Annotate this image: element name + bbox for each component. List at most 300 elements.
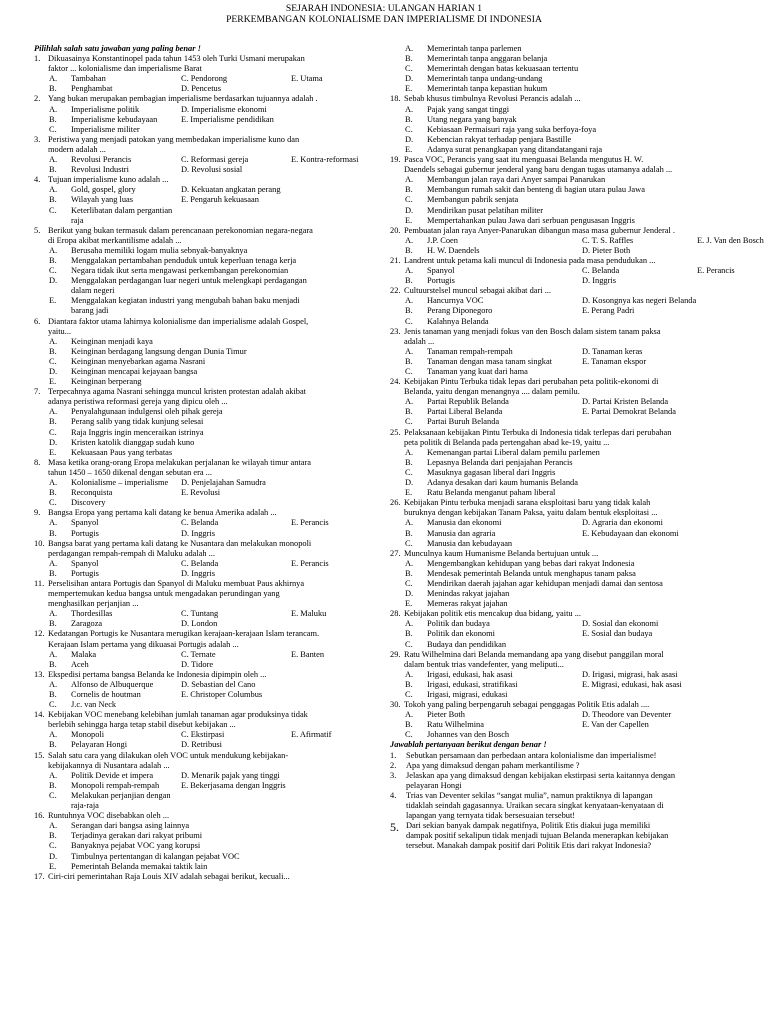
answer-options xyxy=(34,478,386,508)
answer-option xyxy=(405,64,732,74)
question-number: 6. xyxy=(34,316,41,326)
answer-option-row xyxy=(405,317,732,327)
question-text: berlebih sehingga harga tetap stabil disebut kebijakan ... xyxy=(48,720,236,730)
option-letter: C. xyxy=(405,417,413,427)
option-letter: C. xyxy=(49,356,57,366)
question xyxy=(390,700,732,710)
answer-option xyxy=(49,296,386,316)
question-text: Bangsa Eropa yang pertama kali datang ke benua Amerika adalah ... xyxy=(48,508,277,518)
question xyxy=(34,54,386,74)
answer-option-row xyxy=(49,155,386,165)
option-text: Mempertahankan pulau Jawa dari serbuan pengusasan Inggris xyxy=(427,215,635,225)
option-text: E. Partai Demokrat Belanda xyxy=(582,407,676,417)
option-letter: A. xyxy=(49,679,58,689)
option-text: C. Ekstirpasi xyxy=(181,730,225,740)
option-text: E. Afirmatif xyxy=(291,730,332,740)
question-number: 28. xyxy=(390,609,401,619)
option-text: Keinginan menjadi kaya xyxy=(71,336,153,346)
answer-option xyxy=(405,44,732,54)
answer-option xyxy=(405,145,732,155)
option-text: Kristen katolik dianggap sudah kuno xyxy=(71,437,195,447)
option-letter: D. xyxy=(49,437,58,447)
option-text: Mengembangkan kehidupan yang bebas dari rakyat Indonesia xyxy=(427,558,635,568)
option-text: Penyalahgunaan indulgensi oleh pihak gereja xyxy=(71,407,223,417)
answer-options xyxy=(390,175,732,225)
question xyxy=(34,135,386,155)
option-text: Alfonso de Albuquerque xyxy=(71,679,154,689)
answer-options xyxy=(390,397,732,427)
question xyxy=(34,579,386,609)
option-text: Mendirikan daerah jajahan agar kehidupan menjadi damai dan sentosa xyxy=(427,578,663,588)
option-letter: B. xyxy=(405,306,413,316)
option-letter: B. xyxy=(405,114,413,124)
option-text: Cornelis de houtman xyxy=(71,690,141,699)
question-text: Dari sekian banyak dampak negatifnya, Politik Etis diakui juga memiliki xyxy=(406,821,651,831)
option-letter: B. xyxy=(405,54,413,64)
question-text: Salah satu cara yang dilakukan oleh VOC untuk mendukung kebijakan- xyxy=(48,750,289,760)
option-text: Memerintah tanpa parlemen xyxy=(427,44,522,53)
answer-option-row xyxy=(405,680,732,690)
option-letter: C. xyxy=(405,639,413,649)
question-number: 9. xyxy=(34,508,41,518)
answer-option xyxy=(405,54,732,64)
answer-options xyxy=(390,105,732,155)
option-letter: D. xyxy=(49,276,58,286)
option-letter: E. xyxy=(405,144,413,154)
option-text: D. Kekuatan angkatan perang xyxy=(181,185,281,195)
answer-option xyxy=(49,276,386,296)
option-letter: A. xyxy=(405,266,414,276)
option-letter: C. xyxy=(405,690,413,699)
question-text: di Eropa akibat merkantilisme adalah ... xyxy=(48,235,182,245)
option-letter: B. xyxy=(49,84,57,94)
option-text: E. J. Van den Bosch xyxy=(697,235,764,245)
question-number: 14. xyxy=(34,710,45,720)
question-number: 4. xyxy=(390,790,397,800)
question-number: 3. xyxy=(34,134,41,144)
option-letter: B. xyxy=(49,568,57,578)
option-text: C. Belanda xyxy=(181,558,219,568)
option-text: Spanyol xyxy=(427,266,455,276)
essay-instruction: Jawablah pertanyaan berikut dengan benar ! xyxy=(390,740,547,750)
option-letter: A. xyxy=(49,770,58,780)
question xyxy=(390,498,732,518)
option-letter: C. xyxy=(49,205,57,215)
answer-option xyxy=(49,347,386,357)
question-number: 2. xyxy=(34,94,41,104)
option-text: C. T. S. Raffles xyxy=(582,235,634,245)
question-number: 19. xyxy=(390,155,401,165)
option-text: E. Sosial dan budaya xyxy=(582,629,653,639)
option-text: Spanyol xyxy=(71,558,99,568)
question-text: Landrent untuk petama kali muncul di Indonesia pada masa pendudukan ... xyxy=(404,255,656,265)
answer-option xyxy=(49,417,386,427)
option-letter: A. xyxy=(49,821,58,831)
answer-options xyxy=(34,105,386,135)
option-letter: A. xyxy=(49,185,58,195)
option-text: Aceh xyxy=(71,659,89,669)
question-text: Kerajaan Islam pertama yang dikuasai Portugis adalah ... xyxy=(48,639,239,649)
option-text: E. Tanaman ekspor xyxy=(582,356,647,366)
question-text: faktor ... kolonialisme dan imperialisme Barat xyxy=(48,64,202,74)
question xyxy=(390,771,732,791)
option-text: Melakukan perjanjian dengan raja-raja xyxy=(71,790,171,811)
question xyxy=(34,175,386,185)
question-text: adanya peristiwa reformasi gereja yang dipicu oleh ... xyxy=(48,397,228,407)
option-text: Partai Republik Belanda xyxy=(427,397,509,407)
option-letter: A. xyxy=(49,104,58,114)
answer-option xyxy=(405,135,732,145)
question xyxy=(390,327,732,347)
question-number: 24. xyxy=(390,377,401,387)
option-text: D. Inggris xyxy=(582,276,616,286)
page-title: SEJARAH INDONESIA: ULANGAN HARIAN 1 xyxy=(285,3,483,14)
question xyxy=(34,811,386,821)
answer-option xyxy=(405,84,732,94)
answer-options xyxy=(34,730,386,750)
option-text: Timbulnya pertentangan di kalangan pejabat VOC xyxy=(71,851,240,861)
answer-option-row xyxy=(49,498,386,508)
answer-option-row xyxy=(405,296,732,306)
question-text: modern adalah ... xyxy=(48,144,106,154)
answer-option-row xyxy=(49,105,386,115)
question xyxy=(34,539,386,559)
question-text: tahun 1450 – 1650 dikenal dengan sebutan era ... xyxy=(48,467,212,477)
option-text: E. Pengaruh kekuasaan xyxy=(181,195,259,205)
question-text: Berikut yang bukan termasuk dalam perencanaan perekonomian negara-negara xyxy=(48,225,313,235)
option-text: J.c. van Neck xyxy=(71,700,117,710)
question-text: menghasilkan perjanjian ... xyxy=(48,599,139,609)
option-text: Thordesillas xyxy=(71,609,113,619)
answer-option-row xyxy=(49,125,386,135)
question xyxy=(34,387,386,407)
question-text: Pasca VOC, Perancis yang saat itu menguasai Belanda mengutus H. W. xyxy=(404,155,644,165)
answer-option xyxy=(49,407,386,417)
question xyxy=(34,317,386,337)
answer-option-row xyxy=(405,710,732,720)
answer-option-row xyxy=(49,609,386,619)
option-letter: D. xyxy=(405,478,414,488)
question-text: Runtuhnya VOC disebabkan oleh ... xyxy=(48,811,170,821)
question-text: tersebut. Manakah dampak positif dari Politik Etis dari rakyat Indonesia? xyxy=(406,841,652,851)
option-letter: A. xyxy=(405,44,414,53)
question-number: 8. xyxy=(34,457,41,467)
answer-option xyxy=(405,478,732,488)
answer-options xyxy=(390,296,732,326)
question xyxy=(390,428,732,448)
answer-option-row xyxy=(49,185,386,195)
option-letter: B. xyxy=(49,690,57,699)
answer-option-row xyxy=(405,690,732,700)
option-text: D. Tanaman keras xyxy=(582,346,643,356)
option-text: Manusia dan agraria xyxy=(427,528,496,538)
option-letter: B. xyxy=(405,457,413,467)
answer-option xyxy=(405,559,732,569)
answer-option xyxy=(405,488,732,498)
option-letter: E. xyxy=(49,861,57,871)
option-text: D. Tidore xyxy=(181,659,214,669)
answer-option-row xyxy=(49,206,386,226)
question-text: Pembuatan jalan raya Anyer-Panarukan dibangun masa masa gubernur Jenderal . xyxy=(404,225,675,235)
option-text: E. Perancis xyxy=(697,266,735,276)
option-text: Negara tidak ikut serta mengawasi perkembangan perekonomian xyxy=(71,266,289,276)
option-text: Wilayah yang luas xyxy=(71,195,133,205)
answer-option-row xyxy=(405,367,732,377)
question xyxy=(390,650,732,670)
option-text: Utang negara yang banyak xyxy=(427,114,517,124)
option-text: Revolusi Perancis xyxy=(71,155,132,165)
option-letter: B. xyxy=(49,255,57,265)
left-column xyxy=(34,44,386,882)
option-text: D. Kosongnya kas negeri Belanda xyxy=(582,296,697,306)
option-text: E. Banten xyxy=(291,649,325,659)
question xyxy=(390,821,732,851)
answer-options xyxy=(34,74,386,94)
question xyxy=(390,791,732,821)
option-letter: B. xyxy=(49,740,57,750)
answer-option xyxy=(405,125,732,135)
option-letter: B. xyxy=(49,346,57,356)
answer-options xyxy=(34,680,386,710)
option-letter: A. xyxy=(405,518,414,528)
option-letter: C. xyxy=(405,730,413,740)
option-text: Irigasi, edukasi, hak asasi xyxy=(427,669,513,679)
option-letter: C. xyxy=(49,790,57,800)
question-text: Apa yang dimaksud dengan paham merkantilisme ? xyxy=(406,760,580,770)
answer-options xyxy=(390,347,732,377)
option-text: D. Revolusi sosial xyxy=(181,165,243,175)
question-text: Ekspedisi pertama bangsa Belanda ke Indonesia dipimpin oleh ... xyxy=(48,669,267,679)
option-letter: A. xyxy=(405,619,414,629)
answer-options xyxy=(390,710,732,740)
option-text: Masuknya gagasan liberal dari Inggris xyxy=(427,467,556,477)
option-letter: A. xyxy=(49,518,58,528)
option-text: Keinginan berperang xyxy=(71,377,142,387)
option-letter: A. xyxy=(405,346,414,356)
option-letter: B. xyxy=(49,528,57,538)
question-text: Bangsa barat yang pertama kali datang ke Nusantara dan melakukan monopoli xyxy=(48,538,312,548)
option-text: Pajak yang sangat tinggi xyxy=(427,104,510,114)
option-letter: A. xyxy=(405,235,414,245)
option-text: Portugis xyxy=(71,568,99,578)
answer-option-row xyxy=(49,115,386,125)
option-text: Portugis xyxy=(427,276,455,286)
question-number: 30. xyxy=(390,700,401,710)
question xyxy=(390,256,732,266)
option-letter: D. xyxy=(405,589,414,599)
answer-option-row xyxy=(49,518,386,528)
question-number: 13. xyxy=(34,669,45,679)
option-text: E. Revolusi xyxy=(181,488,221,498)
answer-option-row xyxy=(49,165,386,175)
option-letter: A. xyxy=(405,104,414,114)
option-letter: B. xyxy=(405,356,413,366)
answer-option-row xyxy=(405,357,732,367)
question xyxy=(34,629,386,649)
option-text: Kemenangan partai Liberal dalam pemilu parlemen xyxy=(427,447,600,457)
option-text: E. Perancis xyxy=(291,518,329,528)
answer-option xyxy=(405,115,732,125)
option-letter: E. xyxy=(405,599,413,609)
option-letter: C. xyxy=(49,700,57,710)
option-text: Kalahnya Belanda xyxy=(427,316,489,326)
option-letter: B. xyxy=(405,568,413,578)
option-letter: A. xyxy=(49,609,58,619)
option-text: Penghambat xyxy=(71,84,113,94)
option-text: Imperialisme militer xyxy=(71,124,140,134)
option-text: D. Sebastian del Cano xyxy=(181,679,256,689)
option-text: C. Ternate xyxy=(181,649,216,659)
option-text: Politik Devide et impera xyxy=(71,770,154,780)
answer-options xyxy=(390,44,732,94)
option-letter: C. xyxy=(405,367,413,376)
question-number: 17. xyxy=(34,871,45,881)
option-text: Pelayaran Hongi xyxy=(71,740,128,750)
option-text: H. W. Daendels xyxy=(427,245,480,255)
question-text: pelayaran Hongi xyxy=(406,780,462,790)
option-text: Tanaman dengan masa tanam singkat xyxy=(427,356,552,366)
question-text: Ciri-ciri pemerintahan Raja Louis XIV adalah sebagai berikut, kecuali... xyxy=(48,871,290,881)
option-letter: C. xyxy=(405,64,413,74)
question-text: Peristiwa yang menjadi patokan yang membedakan imperialisme kuno dan xyxy=(48,134,300,144)
question-number: 27. xyxy=(390,548,401,558)
question-number: 1. xyxy=(34,54,41,64)
option-text: E. Christoper Columbus xyxy=(181,690,263,699)
answer-options xyxy=(34,771,386,811)
option-text: Politik dan ekonomi xyxy=(427,629,495,639)
answer-option xyxy=(405,579,732,589)
option-text: Pemerintah Belanda memakai taktik lain xyxy=(71,861,208,871)
answer-option-row xyxy=(49,740,386,750)
option-text: D. Irigasi, migrasi, hak asasi xyxy=(582,669,678,679)
option-letter: B. xyxy=(49,114,57,124)
option-text: Revolusi Industri xyxy=(71,165,129,175)
question-text: Kebijakan Pintu terbuka menjadi sarana eksploitasi baru yang tidak kalah xyxy=(404,498,651,508)
answer-option-row xyxy=(405,629,732,639)
option-text: Discovery xyxy=(71,498,106,508)
option-text: Membangun jalan raya dari Anyer sampai Panarukan xyxy=(427,175,606,185)
question xyxy=(390,761,732,771)
option-text: E. Perang Padri xyxy=(582,306,635,316)
question-text: Sebab khusus timbulnya Revolusi Perancis adalah ... xyxy=(404,94,581,104)
option-letter: E. xyxy=(49,296,57,306)
option-text: D. Sosial dan ekonomi xyxy=(582,619,659,629)
option-text: Zaragoza xyxy=(71,619,103,629)
answer-option-row xyxy=(49,730,386,740)
option-text: Imperialisme politik xyxy=(71,104,140,114)
answer-option-row xyxy=(405,670,732,680)
option-text: Tanaman rempah-rempah xyxy=(427,346,513,356)
answer-option xyxy=(49,821,386,831)
question-text: yaitu... xyxy=(48,326,72,336)
option-text: D. Pieter Both xyxy=(582,245,631,255)
option-letter: B. xyxy=(49,780,57,790)
option-text: E. Perancis xyxy=(291,558,329,568)
option-text: E. Migrasi, edukasi, hak asasi xyxy=(582,679,682,689)
answer-option-row xyxy=(49,529,386,539)
option-text: E. Utama xyxy=(291,74,323,84)
answer-option-row xyxy=(405,417,732,427)
option-letter: C. xyxy=(405,578,413,588)
question-number: 29. xyxy=(390,649,401,659)
answer-options xyxy=(34,609,386,629)
answer-options xyxy=(390,266,735,286)
answer-option-row xyxy=(49,781,386,791)
answer-option xyxy=(49,862,386,872)
option-text: Irigasi, edukasi, stratifikasi xyxy=(427,679,518,689)
question-number: 26. xyxy=(390,498,401,508)
answer-options xyxy=(34,246,386,317)
page-header xyxy=(0,0,768,25)
answer-option xyxy=(49,841,386,851)
question-text: Belanda, yaitu dengan menangnya .... dalam pemilu. xyxy=(404,387,580,397)
option-text: Menindas rakyat jajahan xyxy=(427,589,510,599)
option-letter: A. xyxy=(49,155,58,165)
question-number: 3. xyxy=(390,770,397,780)
option-text: Perang salib yang tidak kunjung selesai xyxy=(71,417,204,427)
question-text: dampak positif sekalipun tidak menjadi tujuan Belanda menerapkan kebijakan xyxy=(406,831,669,841)
question-text: buruknya dengan kebijakan Tanam Paksa, yaitu dalam bentuk eksploitasi ... xyxy=(404,508,658,518)
answer-option-row xyxy=(405,276,732,286)
option-letter: A. xyxy=(49,245,58,255)
question xyxy=(390,609,732,619)
answer-option-row xyxy=(49,771,386,781)
option-text: Membangun pabrik senjata xyxy=(427,195,519,205)
option-letter: A. xyxy=(49,649,58,659)
option-text: Mendirikan pusat pelatihan militer xyxy=(427,205,544,215)
answer-option-row xyxy=(49,195,386,205)
option-letter: C. xyxy=(49,498,57,508)
answer-options xyxy=(390,235,764,256)
option-text: D. London xyxy=(181,619,218,629)
option-text: Manusia dan kebudayaan xyxy=(427,538,513,548)
option-letter: C. xyxy=(49,841,57,851)
option-letter: A. xyxy=(49,730,58,740)
option-text: Perang Diponegoro xyxy=(427,306,493,316)
question-text: Terpecahnya agama Nasrani sehingga muncul kristen protestan adalah akibat xyxy=(48,387,307,397)
question xyxy=(390,286,732,296)
option-letter: C. xyxy=(405,316,413,326)
option-text: D. Imperialisme ekonomi xyxy=(181,104,267,114)
option-text: D. Menarik pajak yang tinggi xyxy=(181,770,280,780)
option-text: D. Penjelajahan Samudra xyxy=(181,478,266,488)
option-text: Menggalakan perdagangan luar negeri untuk melengkapi perdagangan xyxy=(71,276,307,286)
option-text: C. Belanda xyxy=(181,518,219,528)
question xyxy=(34,94,386,104)
question-text: Jelaskan apa yang dimaksud dengan kebijakan ekstirpasi serta kaitannya dengan xyxy=(406,770,676,780)
option-letter: E. xyxy=(49,377,57,387)
answer-options xyxy=(34,559,386,579)
answer-option-row xyxy=(49,791,386,811)
option-text: D. Agraria dan ekonomi xyxy=(582,518,663,528)
option-text: Keinginan mencapai kejayaan bangsa xyxy=(71,367,198,376)
question xyxy=(34,226,386,246)
question xyxy=(390,94,732,104)
answer-option-row xyxy=(405,720,732,730)
question-number: 4. xyxy=(34,175,41,185)
answer-options xyxy=(34,337,386,387)
answer-options xyxy=(34,821,386,871)
option-text: Membangun rumah sakit dan benteng di bagian utara pulau Jawa xyxy=(427,185,645,195)
option-letter: C. xyxy=(49,266,57,276)
option-text: D. Pencetus xyxy=(181,84,222,94)
answer-option xyxy=(405,175,732,185)
answer-option xyxy=(49,337,386,347)
answer-option xyxy=(405,448,732,458)
option-text: C. Pendorong xyxy=(181,74,228,84)
question-number: 2. xyxy=(390,760,397,770)
option-letter: A. xyxy=(405,397,414,407)
